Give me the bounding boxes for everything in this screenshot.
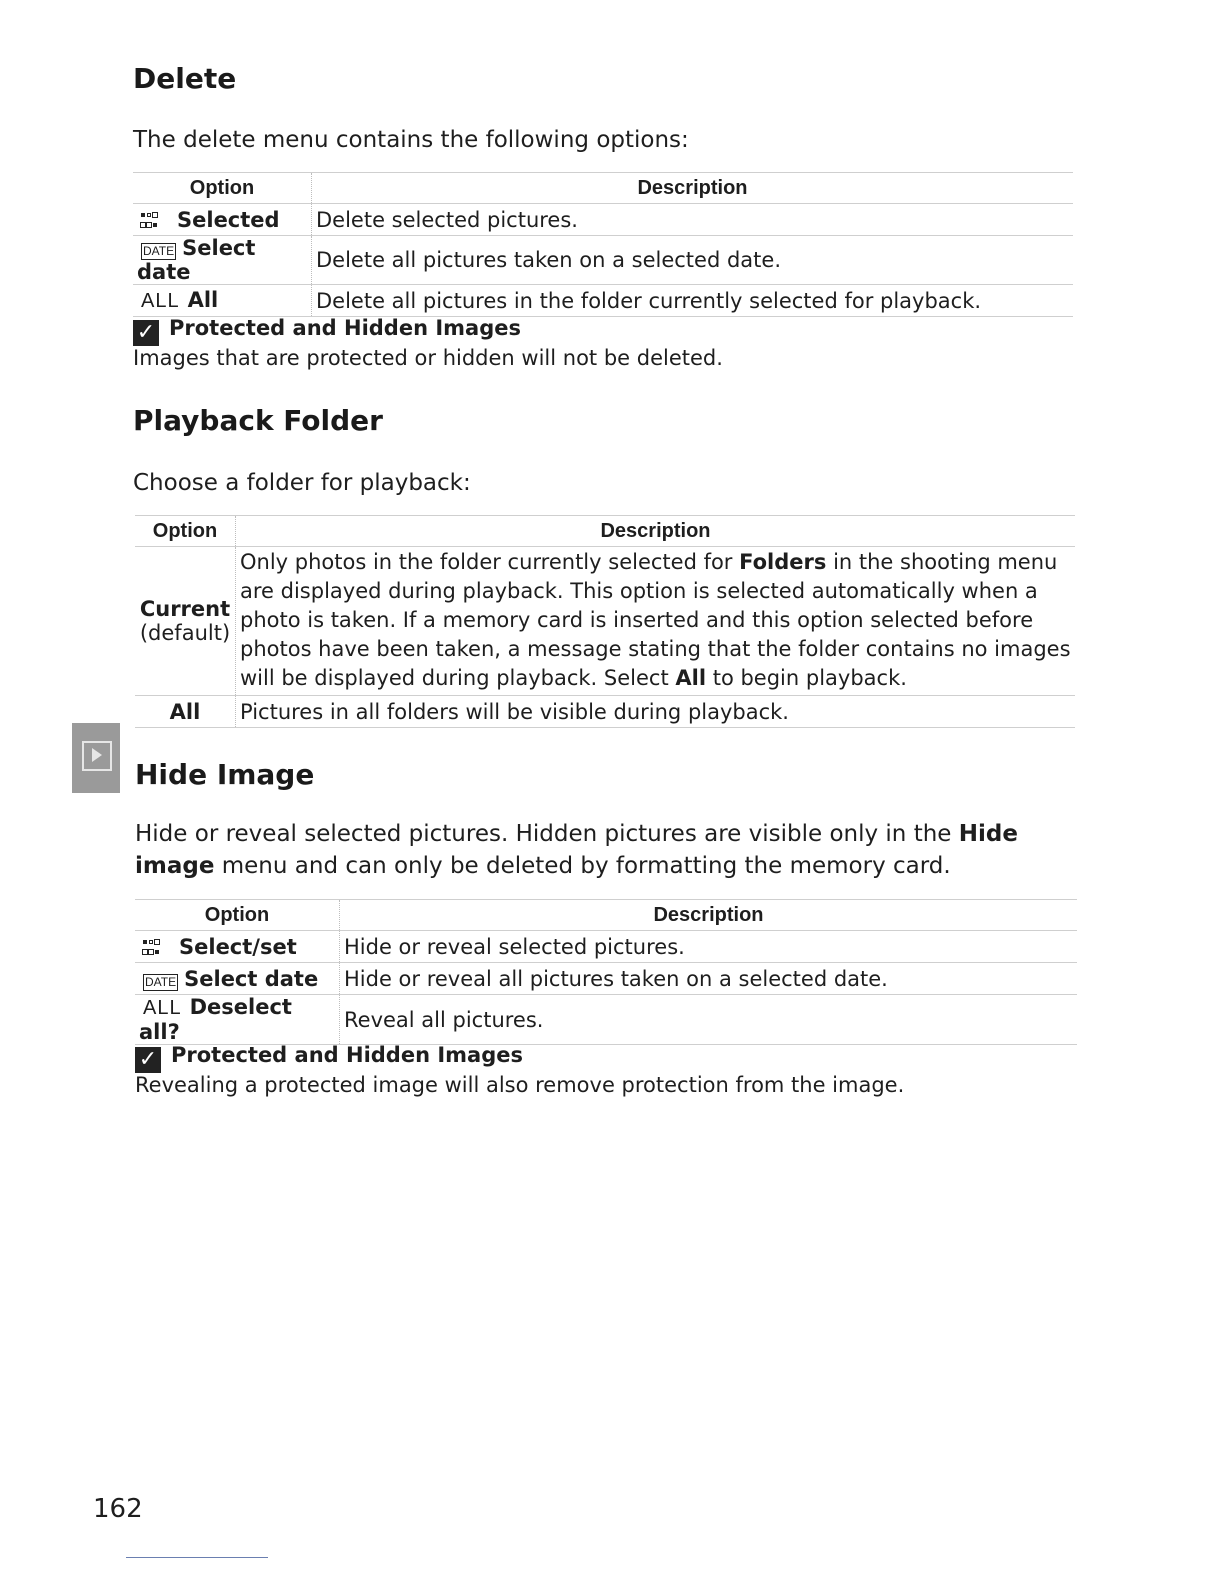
option-description: Delete selected pictures.: [312, 204, 1074, 236]
option-description: Pictures in all folders will be visible during playback.: [236, 696, 1076, 728]
footer-rule: [126, 1557, 268, 1558]
option-name: Select date: [137, 236, 256, 284]
hide-image-note-body: Revealing a protected image will also remove protection from the image.: [135, 1073, 905, 1097]
option-description: Hide or reveal selected pictures.: [340, 931, 1078, 963]
option-description: Delete all pictures in the folder currently selected for playback.: [312, 285, 1074, 317]
page-number: 162: [93, 1494, 143, 1524]
option-header: Option: [135, 900, 340, 931]
description-header: Description: [312, 173, 1074, 204]
table-header-row: [135, 900, 1077, 931]
option-description: Only photos in the folder currently selected for Folders in the shooting menu are displayed during playback. This option is selected automatically when a photo is taken. If a memory card is inserted and this option selected before photos have been taken, a message stating that the folder contains no images will be displayed during playback. Select All to begin playback.: [236, 547, 1076, 696]
table-header-row: [135, 516, 1075, 547]
check-icon: ✓: [135, 1047, 161, 1073]
option-name: Selected: [177, 207, 280, 232]
option-name: All: [187, 288, 219, 312]
hide-image-intro: Hide or reveal selected pictures. Hidden pictures are visible only in the Hide image menu and can only be deleted by formatting the memory card.: [135, 821, 1018, 879]
all-icon: ALL: [141, 290, 180, 312]
option-name: Select/set: [179, 934, 297, 959]
table-row: [135, 995, 1077, 1045]
option-default-label: (default): [139, 621, 231, 645]
selected-icon: [143, 940, 159, 955]
option-name: Deselect all?: [139, 995, 292, 1044]
option-name: All: [135, 696, 236, 728]
date-icon: DATE: [143, 244, 175, 258]
selected-icon: [141, 213, 157, 228]
playback-folder-intro: Choose a folder for playback:: [133, 470, 471, 496]
delete-note-title: ✓ Protected and Hidden Images: [133, 316, 521, 346]
option-header: Option: [133, 173, 312, 204]
table-row: [135, 696, 1075, 728]
playback-folder-heading: Playback Folder: [133, 404, 383, 437]
delete-heading: Delete: [133, 62, 237, 95]
option-description: Hide or reveal all pictures taken on a selected date.: [340, 963, 1078, 995]
option-name: Select date: [184, 966, 319, 991]
table-header-row: [133, 173, 1073, 204]
table-row: [135, 963, 1077, 995]
playback-icon: [82, 741, 112, 771]
option-name: Current: [139, 597, 231, 621]
table-row: [133, 236, 1073, 285]
hide-image-note-title: ✓ Protected and Hidden Images: [135, 1043, 523, 1073]
option-header: Option: [135, 516, 236, 547]
all-icon: ALL: [143, 997, 182, 1019]
option-description: Reveal all pictures.: [340, 995, 1078, 1045]
playback-menu-tab: [72, 723, 120, 793]
description-header: Description: [236, 516, 1076, 547]
table-row: [135, 931, 1077, 963]
table-row: [133, 285, 1073, 317]
hide-image-heading: Hide Image: [135, 758, 315, 791]
delete-note-body: Images that are protected or hidden will not be deleted.: [133, 346, 723, 370]
description-header: Description: [340, 900, 1078, 931]
playback-folder-options-table: [135, 515, 1075, 728]
hide-image-options-table: [135, 899, 1077, 1045]
option-description: Delete all pictures taken on a selected date.: [312, 236, 1074, 285]
delete-intro: The delete menu contains the following options:: [133, 127, 689, 153]
delete-options-table: [133, 172, 1073, 317]
table-row: [135, 547, 1075, 696]
check-icon: ✓: [133, 320, 159, 346]
table-row: [133, 204, 1073, 236]
date-icon: DATE: [145, 974, 177, 989]
